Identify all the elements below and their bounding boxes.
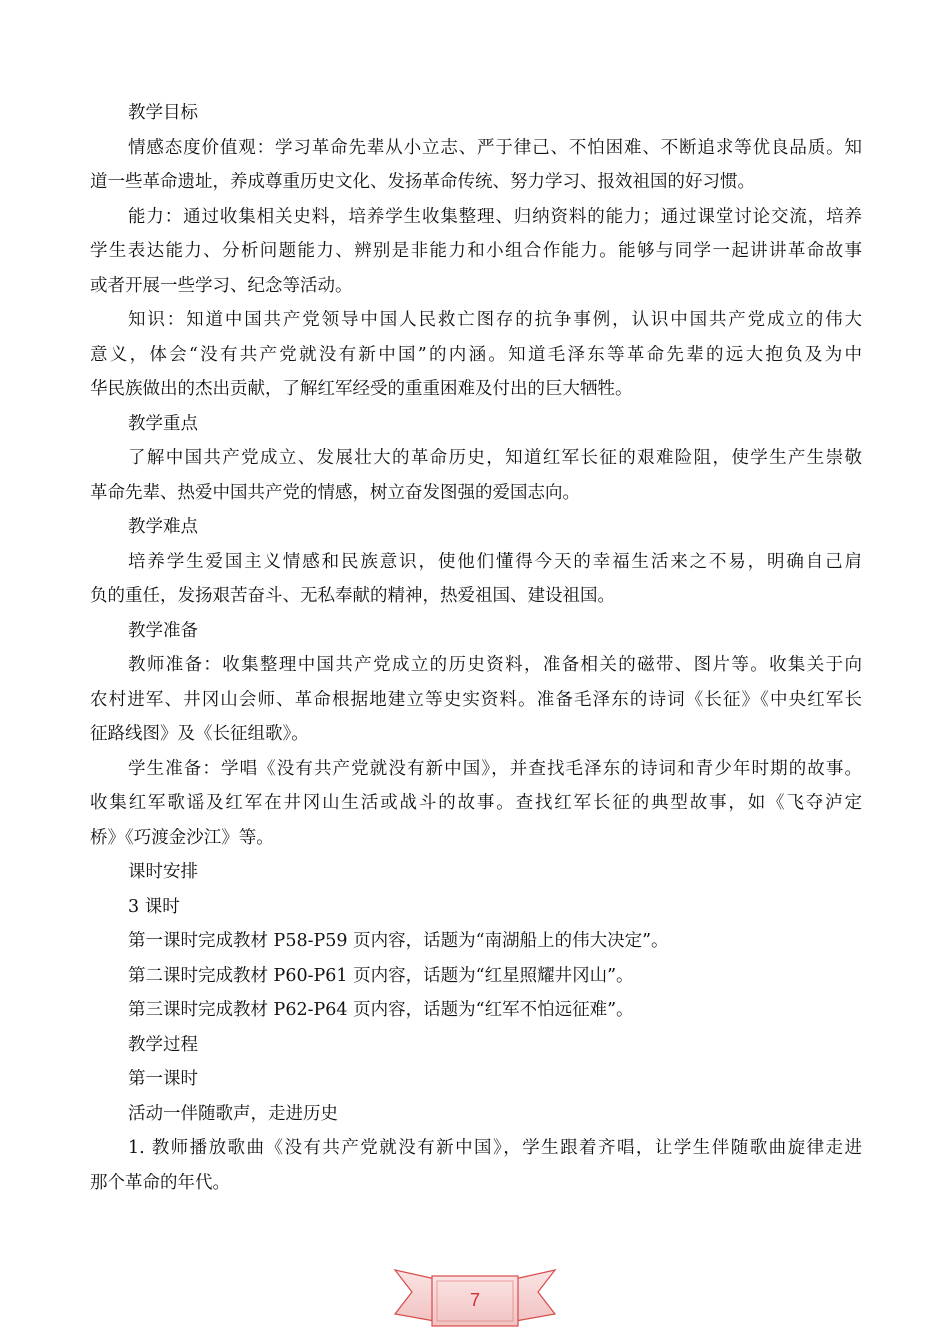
text-line-heading: 第一课时	[128, 1069, 198, 1089]
text-line: 情感态度价值观：学习革命先辈从小立志、严于律己、不怕困难、不断追求等优良品质。知	[128, 137, 862, 158]
text-line: 学生表达能力、分析问题能力、辨别是非能力和小组合作能力。能够与同学一起讲讲革命故事	[90, 241, 862, 261]
text-line-heading: 第二课时完成教材 P60-P61 页内容，话题为“红星照耀井冈山”。	[128, 965, 634, 986]
text-line-heading: 第三课时完成教材 P62-P64 页内容，话题为“红军不怕远征难”。	[128, 1000, 634, 1020]
text-line-heading: 教学目标	[128, 103, 198, 123]
text-line: 革命先辈、热爱中国共产党的情感，树立奋发图强的爱国志向。	[90, 482, 580, 503]
text-line: 知识：知道中国共产党领导中国人民救亡图存的抗争事例，认识中国共产党成立的伟大	[128, 310, 862, 330]
text-line-heading: 教学过程	[128, 1034, 198, 1055]
text-line-heading: 课时安排	[128, 862, 198, 882]
text-line: 收集红军歌谣及红军在井冈山生活或战斗的故事。查找红军长征的典型故事，如《飞夺泸定	[90, 793, 862, 813]
text-line: 了解中国共产党成立、发展壮大的革命历史，知道红军长征的艰难险阻，使学生产生崇敬	[128, 448, 862, 468]
text-line: 能力：通过收集相关史料，培养学生收集整理、归纳资料的能力；通过课堂讨论交流，培养	[128, 206, 862, 227]
text-line: 负的重任，发扬艰苦奋斗、无私奉献的精神，热爱祖国、建设祖国。	[90, 586, 615, 606]
text-line-heading: 教学重点	[128, 413, 198, 434]
text-line-heading: 3 课时	[128, 896, 180, 917]
text-line: 培养学生爱国主义情感和民族意识，使他们懂得今天的幸福生活来之不易，明确自己肩	[128, 551, 862, 572]
text-line-heading: 第一课时完成教材 P58-P59 页内容，话题为“南湖船上的伟大决定”。	[128, 931, 669, 951]
text-line-heading: 教学难点	[128, 517, 198, 537]
text-line: 1. 教师播放歌曲《没有共产党就没有新中国》，学生跟着齐唱，让学生伴随歌曲旋律走进	[128, 1138, 862, 1158]
text-line-heading: 教学准备	[128, 620, 198, 641]
text-line: 那个革命的年代。	[90, 1172, 230, 1193]
text-line: 或者开展一些学习、纪念等活动。	[90, 275, 353, 296]
text-line: 学生准备：学唱《没有共产党就没有新中国》，并查找毛泽东的诗词和青少年时期的故事。	[128, 758, 862, 779]
text-line: 桥》《巧渡金沙江》等。	[90, 827, 274, 848]
text-line: 教师准备：收集整理中国共产党成立的历史资料，准备相关的磁带、图片等。收集关于向	[128, 655, 862, 675]
text-line: 华民族做出的杰出贡献，了解红军经受的重重困难及付出的巨大牺牲。	[90, 379, 633, 399]
text-line: 征路线图》及《长征组歌》。	[90, 724, 309, 744]
text-line: 农村进军、井冈山会师、革命根据地建立等史实资料。准备毛泽东的诗词《长征》《中央红军长	[90, 689, 862, 710]
document-body	[90, 96, 862, 1200]
text-line: 道一些革命遗址，养成尊重历史文化、发扬革命传统、努力学习、报效祖国的好习惯。	[90, 172, 755, 192]
text-line-heading: 活动一伴随歌声，走进历史	[128, 1103, 338, 1124]
text-line: 意义，体会“没有共产党就没有新中国”的内涵。知道毛泽东等革命先辈的远大抱负及为中	[90, 344, 862, 365]
page-number: 7	[469, 1290, 480, 1310]
